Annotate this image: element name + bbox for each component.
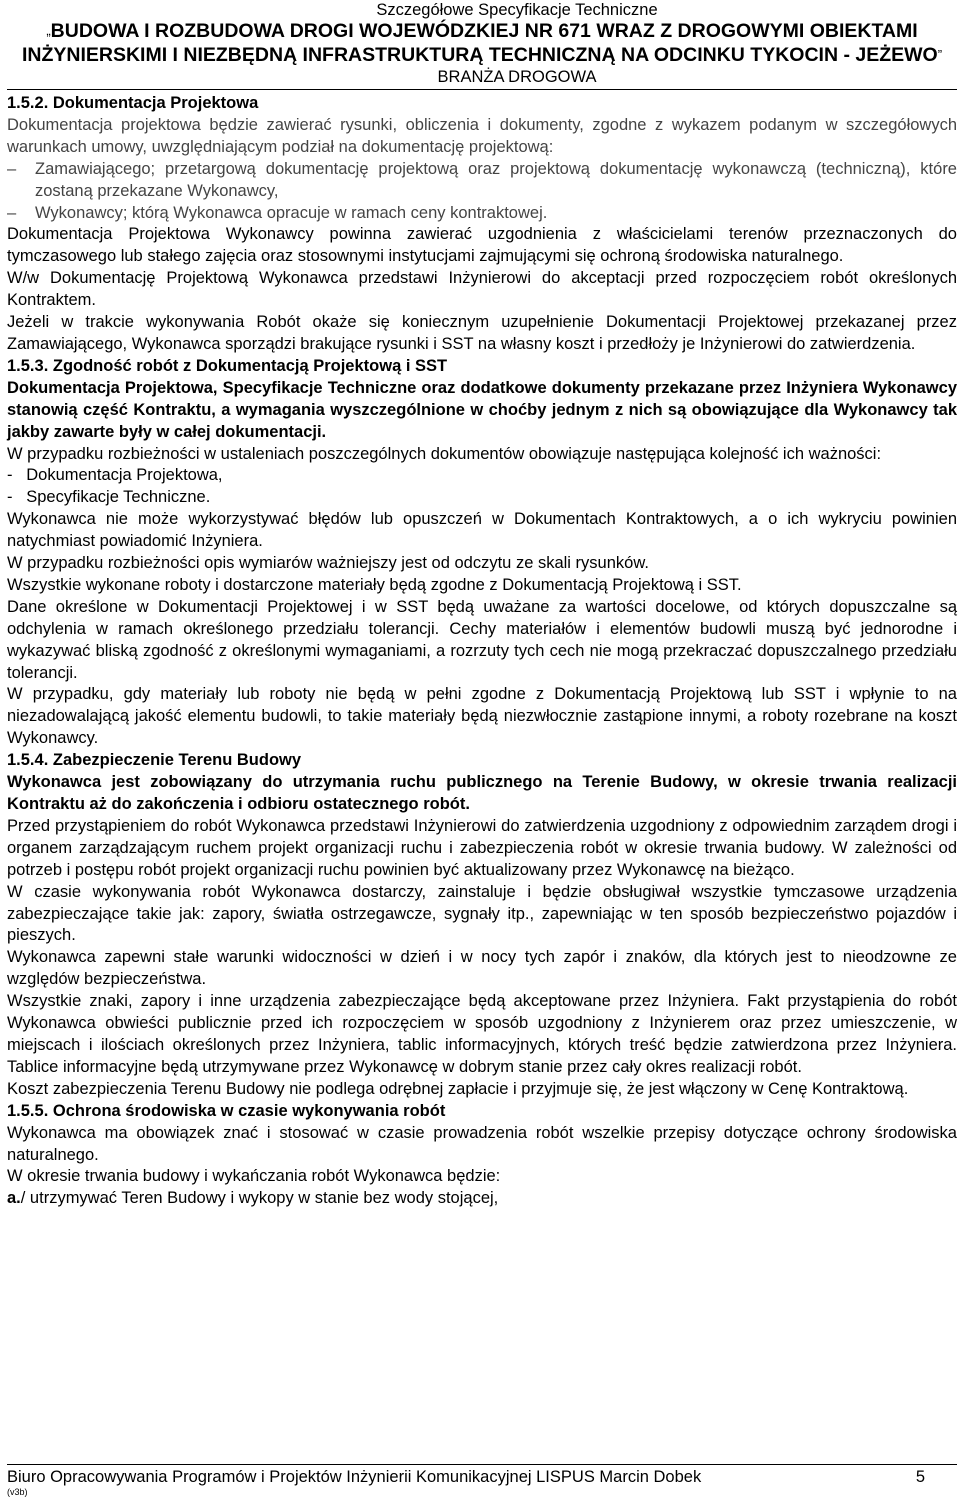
footer-company: Biuro Opracowywania Programów i Projektów Inżynierii Komunikacyjnej LISPUS Marcin Dobek — [7, 1468, 702, 1486]
paragraph: W/w Dokumentację Projektową Wykonawca przedstawi Inżynierowi do akceptacji przed rozpoczęciem robót określonych Kontraktem. — [7, 269, 957, 310]
paragraph: W przypadku, gdy materiały lub roboty nie będą w pełni zgodne z Dokumentacją Projektową lub SST i wpłynie to na niezadowalającą jakość elementu budowli, to takie materiały będą niezwłocznie zastąpione innymi, a roboty rozebrane na koszt Wykonawcy. — [7, 685, 957, 748]
page — [7, 0, 957, 1210]
list-item — [7, 159, 957, 203]
paragraph: Wszystkie wykonane roboty i dostarczone materiały będą zgodne z Dokumentacją Projektową i SST. — [7, 575, 742, 594]
paragraph: Dokumentacja Projektowa Wykonawcy powinna zawierać uzgodnienia z właścicielami terenów przeznaczonych do tymczasowego lub stałego zajęcia oraz stosownymi instytucjami zajmującymi się ochroną środowiska naturalnego. — [7, 225, 957, 266]
footer-version: (v3b) — [7, 1487, 28, 1497]
bold-paragraph: Dokumentacja Projektowa, Specyfikacje Techniczne oraz dodatkowe dokumenty przekazane przez Inżyniera Wykonawcy stanowią część Kontraktu, a wymagania wyszczególnione w choćby jednym z nich są obowiązujące dla Wykonawcy tak jakby zawarte były w całej dokumentacji. — [7, 378, 957, 441]
paragraph: Dokumentacja projektowa będzie zawierać rysunki, obliczenia i dokumenty, zgodne z wykazem podanym w szczegółowych warunkach umowy, uwzględniającym podział na dokumentację projektową: — [7, 115, 957, 156]
item-prefix: a. — [7, 1189, 21, 1208]
paragraph: Koszt zabezpieczenia Terenu Budowy nie podlega odrębnej zapłacie i przyjmuje się, że jest włączony w Cenę Kontraktową. — [7, 1079, 909, 1098]
paragraph: Jeżeli w trakcie wykonywania Robót okaże się koniecznym uzupełnienie Dokumentacji Projektowej przekazanej przez Zamawiającego, Wykonawca sporządzi brakujące rysunki i SST na własny koszt i przedłoży je Inżynierowi do zatwierdzenia. — [7, 313, 957, 353]
paragraph: W przypadku rozbieżności opis wymiarów ważniejszy jest od odczytu ze skali rysunków. — [7, 554, 649, 573]
document-header — [7, 1, 957, 90]
document-body — [7, 93, 957, 1210]
page-number: 5 — [915, 1468, 925, 1486]
paragraph: Przed przystąpieniem do robót Wykonawca przedstawi Inżynierowi do zatwierdzenia uzgodniony z odpowiednim zarządem drogi i organem zarządzającym ruchem projekt organizacji ruchu i zabezpieczenia robót w okresie trwania budowy. W zależności od potrzeb i postępu robót projekt organizacji ruchu powinien być aktualizowany przez Wykonawcę na bieżąco. — [7, 816, 957, 879]
paragraph: W przypadku rozbieżności w ustaleniach poszczególnych dokumentów obowiązuje następująca kolejność ich ważności: — [7, 444, 882, 463]
paragraph: W okresie trwania budowy i wykańczania robót Wykonawca będzie: — [7, 1167, 501, 1186]
header-branch: BRANŻA DROGOWA — [437, 68, 597, 86]
list-item-text: Wykonawcy; którą Wykonawca opracuje w ramach ceny kontraktowej. — [35, 203, 548, 222]
header-project-title — [7, 19, 957, 67]
document-footer — [7, 1464, 957, 1497]
paragraph: Wszystkie znaki, zapory i inne urządzenia zabezpieczające będą akceptowane przez Inżyniera. Fakt przystąpienia do robót Wykonawca obwieści publicznie przed ich rozpoczęciem w sposób uzgodniony z Inżynierem oraz przez umieszczenie, w miejscach i ilościach określonych przez Inżyniera, tablic informacyjnych, których treść będzie zatwierdzona przez Inżyniera. Tablice informacyjne będą utrzymywane przez Wykonawcę w dobrym stanie przez cały okres realizacji robót. — [7, 992, 957, 1076]
open-quote: „ — [46, 23, 51, 38]
close-quote: ” — [937, 47, 943, 62]
bold-paragraph: Wykonawca jest zobowiązany do utrzymania ruchu publicznego na Terenie Budowy, w okresie trwania realizacji Kontraktu aż do zakończenia i odbioru ostatecznego robót. — [7, 773, 957, 813]
list-item — [7, 203, 957, 225]
paragraph: Dane określone w Dokumentacji Projektowej i w SST będą uważane za wartości docelowe, od których dopuszczalne są odchylenia w ramach określonego przedziału tolerancji. Cechy materiałów i elementów budowli muszą być jednorodne i wykazywać bliską zgodność z określonymi wymaganiami, a rozrzuty tych cech nie mogą przekraczać dopuszczalnego przedziału tolerancji. — [7, 597, 957, 682]
list-item: - Specyfikacje Techniczne. — [7, 488, 211, 507]
section-heading-1-5-2: 1.5.2. Dokumentacja Projektowa — [7, 94, 259, 112]
paragraph: Wykonawca zapewni stałe warunki widoczności w dzień i w nocy tych zapór i znaków, dla których jest to nieodzowne ze względów bezpieczeństwa. — [7, 948, 957, 989]
section-heading-1-5-4: 1.5.4. Zabezpieczenie Terenu Budowy — [7, 751, 302, 770]
paragraph — [7, 1188, 957, 1210]
list-item-text: Zamawiającego; przetargową dokumentację projektową oraz projektową dokumentację wykonawczą (techniczną), które zostaną przekazane Wykonawcy, — [35, 159, 957, 200]
dash-bullet: – — [7, 159, 17, 178]
list-item: - Dokumentacja Projektowa, — [7, 466, 223, 485]
dash-bullet: – — [7, 203, 17, 222]
paragraph: Wykonawca nie może wykorzystywać błędów lub opuszczeń w Dokumentach Kontraktowych, a o ich wykryciu powinien natychmiast powiadomić Inżyniera. — [7, 510, 957, 551]
paragraph: Wykonawca ma obowiązek znać i stosować w czasie prowadzenia robót wszelkie przepisy dotyczące ochrony środowiska naturalnego. — [7, 1123, 957, 1164]
item-text: / utrzymywać Teren Budowy i wykopy w stanie bez wody stojącej, — [20, 1189, 499, 1208]
header-divider — [7, 89, 957, 90]
paragraph: W czasie wykonywania robót Wykonawca dostarczy, zainstaluje i będzie obsługiwał wszystkie tymczasowe urządzenia zabezpieczające takie jak: zapory, światła ostrzegawcze, sygnały itp., zapewniając w ten sposób bezpieczeństwo pojazdów i pieszych. — [7, 882, 957, 945]
section-heading-1-5-5: 1.5.5. Ochrona środowiska w czasie wykonywania robót — [7, 1101, 446, 1120]
project-title-text: BUDOWA I ROZBUDOWA DROGI WOJEWÓDZKIEJ NR 671 WRAZ Z DROGOWYMI OBIEKTAMI INŻYNIERSKIMI I NIEZBĘDNĄ INFRASTRUKTURĄ TECHNICZNĄ NA ODCINKU TYKOCIN - JEŻEWO — [21, 20, 938, 66]
footer-row — [7, 1467, 957, 1487]
header-spec-label: Szczegółowe Specyfikacje Techniczne — [376, 1, 658, 19]
section-heading-1-5-3: 1.5.3. Zgodność robót z Dokumentacją Projektową i SST — [7, 356, 448, 375]
